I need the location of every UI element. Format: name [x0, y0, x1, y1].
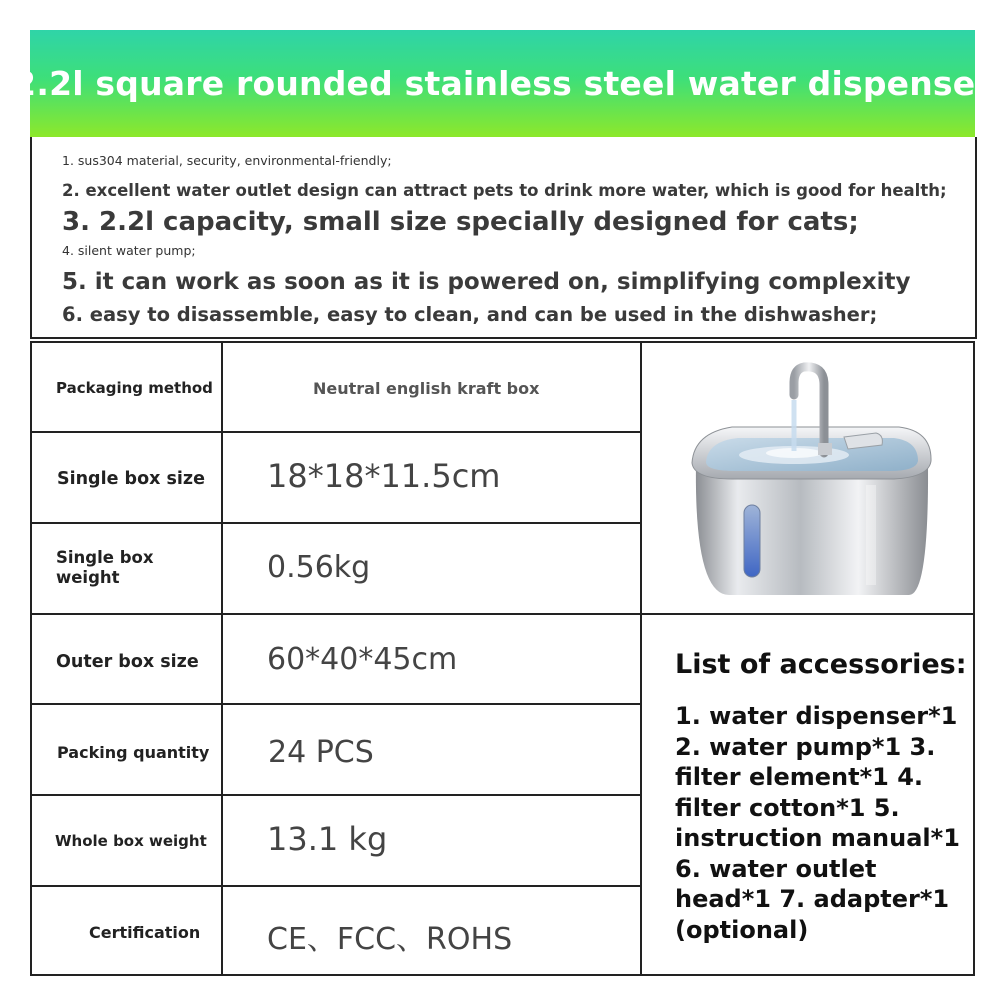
spec-value-single-box-weight: 0.56kg	[267, 550, 371, 585]
spec-label-whole-box-weight: Whole box weight	[55, 832, 207, 850]
divider	[32, 885, 642, 887]
spec-label-packaging-method: Packaging method	[56, 379, 213, 397]
spec-value-single-box-size: 18*18*11.5cm	[267, 457, 501, 495]
divider	[32, 431, 642, 433]
spec-value-certification: CE、FCC、ROHS	[267, 922, 513, 957]
divider	[221, 343, 223, 974]
divider	[32, 522, 642, 524]
divider	[32, 703, 642, 705]
feature-4: 4. silent water pump;	[62, 243, 196, 258]
spec-value-outer-box-size: 60*40*45cm	[267, 642, 458, 677]
spec-value-packaging-method: Neutral english kraft box	[313, 379, 540, 398]
accessories-list: 1. water dispenser*1 2. water pump*1 3. filter element*1 4. filter cotton*1 5. instruction manual*1 6. water outlet head*1 7. adapter*1 (optional)	[675, 702, 960, 944]
product-image	[644, 345, 973, 613]
spec-label-single-box-size: Single box size	[57, 469, 205, 489]
spec-value-whole-box-weight: 13.1 kg	[267, 820, 388, 858]
accessories-title: List of accessories:	[675, 649, 967, 680]
header-banner	[13, 30, 992, 137]
feature-list	[30, 137, 977, 339]
divider	[640, 343, 642, 974]
spec-value-packing-quantity: 24 PCS	[268, 735, 374, 770]
divider	[32, 794, 642, 796]
feature-5: 5. it can work as soon as it is powered on, simplifying complexity	[62, 269, 911, 295]
divider	[32, 613, 973, 615]
page-title: 2.2l square rounded stainless steel water dispenser	[13, 64, 992, 103]
spec-label-single-box-weight: Single box weight	[56, 548, 154, 587]
spec-label-certification: Certification	[89, 923, 201, 942]
feature-3: 3. 2.2l capacity, small size specially designed for cats;	[62, 207, 859, 237]
feature-2: 2. excellent water outlet design can attract pets to drink more water, which is good for health;	[62, 181, 947, 200]
feature-6: 6. easy to disassemble, easy to clean, and can be used in the dishwasher;	[62, 303, 878, 326]
spec-label-outer-box-size: Outer box size	[56, 652, 199, 672]
feature-1: 1. sus304 material, security, environmental-friendly;	[62, 153, 392, 168]
spec-label-packing-quantity: Packing quantity	[57, 743, 210, 762]
water-fountain-icon	[644, 345, 973, 613]
spec-table	[30, 341, 975, 976]
